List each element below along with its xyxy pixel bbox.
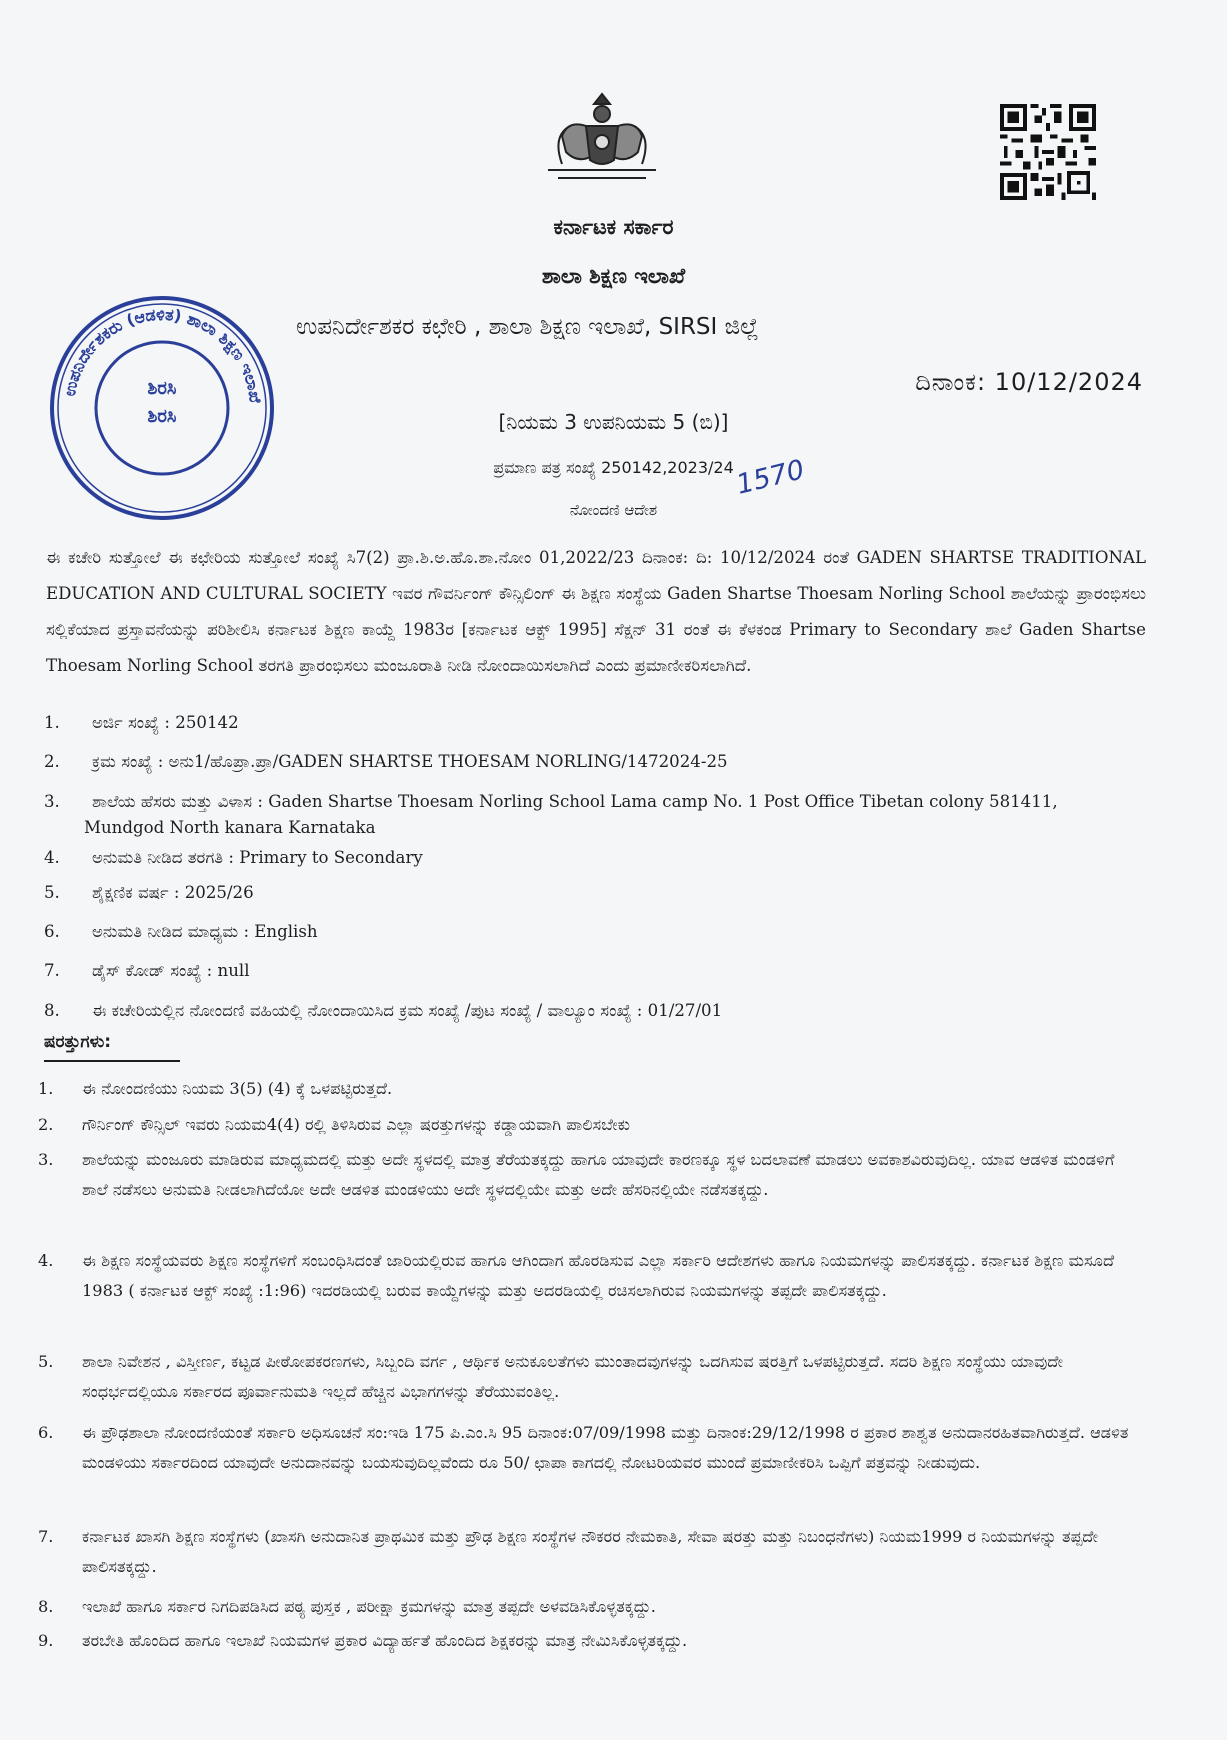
- detail-number: 2.: [44, 752, 60, 771]
- detail-item: [44, 845, 1144, 871]
- qr-code-icon: [1000, 104, 1096, 200]
- condition-text: ಈ ಪ್ರೌಢಶಾಲಾ ನೋಂದಣಿಯಂತೆ ಸರ್ಕಾರಿ ಅಧಿಸೂಚನೆ ಸಂ:ಇಡಿ 175 ಪಿ.ಎಂ.ಸಿ 95 ದಿನಾಂಕ:07/09/1998 ಮತ್ತು ದಿನಾಂಕ:29/12/1998 ರ ಪ್ರಕಾರ ಶಾಶ್ವತ ಅನುದಾನರಹಿತವಾಗಿರುತ್ತದೆ. ಆಡಳಿತ ಮಂಡಳಿಯು ಸರ್ಕಾರದಿಂದ ಯಾವುದೇ ಅನುದಾನವನ್ನು ಬಯಸುವುದಿಲ್ಲವೆಂದು ರೂ 50/ ಛಾಪಾ ಕಾಗದಲ್ಲಿ ನೋಟರಿಯವರ ಮುಂದೆ ಪ್ರಮಾಣೀಕರಿಸಿ ಒಪ್ಪಿಗೆ ಪತ್ರವನ್ನು ನೀಡುವುದು.: [82, 1423, 1129, 1472]
- rule-reference: [ನಿಯಮ 3 ಉಪನಿಯಮ 5 (ಬಿ)]: [498, 410, 729, 434]
- detail-item: [44, 880, 1144, 906]
- condition-number: 1.: [38, 1079, 54, 1098]
- condition-item: [38, 1418, 1138, 1478]
- detail-item: [44, 919, 1144, 945]
- conditions-heading: ಷರತ್ತುಗಳು:: [44, 1032, 112, 1052]
- condition-text: ಗೌರ್ನಿಂಗ್ ಕೌನ್ಸಿಲ್ ಇವರು ನಿಯಮ4(4) ರಲ್ಲಿ ತಿಳಿಸಿರುವ ಎಲ್ಲಾ ಷರತ್ತುಗಳನ್ನು ಕಡ್ಡಾಯವಾಗಿ ಪಾಲಿಸಬೇಕು: [82, 1115, 631, 1134]
- condition-item: [38, 1592, 1138, 1622]
- condition-number: 9.: [38, 1631, 54, 1650]
- department-title: ಶಾಲಾ ಶಿಕ್ಷಣ ಇಲಾಖೆ: [541, 264, 686, 288]
- detail-text-continuation: Mundgod North kanara Karnataka: [84, 818, 376, 837]
- detail-text: ಡೈಸ್ ಕೋಡ್ ಸಂಖ್ಯೆ : null: [92, 961, 250, 980]
- detail-number: 1.: [44, 713, 60, 732]
- svg-text:ಶಿರಸಿ: ಶಿರಸಿ: [147, 406, 177, 427]
- office-seal-stamp: [44, 290, 280, 526]
- condition-item: [38, 1074, 1138, 1104]
- condition-number: 6.: [38, 1423, 54, 1442]
- condition-number: 7.: [38, 1527, 54, 1546]
- condition-number: 8.: [38, 1597, 54, 1616]
- condition-text: ಕರ್ನಾಟಕ ಖಾಸಗಿ ಶಿಕ್ಷಣ ಸಂಸ್ಥೆಗಳು (ಖಾಸಗಿ ಅನುದಾನಿತ ಪ್ರಾಥಮಿಕ ಮತ್ತು ಪ್ರೌಢ ಶಿಕ್ಷಣ ಸಂಸ್ಥೆಗಳ ನೌಕರರ ನೇಮಕಾತಿ, ಸೇವಾ ಷರತ್ತು ಮತ್ತು ನಿಬಂಧನೆಗಳು) ನಿಯಮ1999 ರ ನಿಯಮಗಳನ್ನು ತಪ್ಪದೇ ಪಾಲಿಸತಕ್ಕದ್ದು.: [82, 1527, 1098, 1576]
- detail-text: ಶೈಕ್ಷಣಿಕ ವರ್ಷ : 2025/26: [92, 883, 254, 902]
- detail-number: 3.: [44, 792, 60, 811]
- condition-text: ಶಾಲೆಯನ್ನು ಮಂಜೂರು ಮಾಡಿರುವ ಮಾಧ್ಯಮದಲ್ಲಿ ಮತ್ತು ಅದೇ ಸ್ಥಳದಲ್ಲಿ ಮಾತ್ರ ತೆರೆಯತಕ್ಕದ್ದು ಹಾಗೂ ಯಾವುದೇ ಕಾರಣಕ್ಕೂ ಸ್ಥಳ ಬದಲಾವಣೆ ಮಾಡಲು ಅವಕಾಶವಿರುವುದಿಲ್ಲ. ಯಾವ ಆಡಳಿತ ಮಂಡಳಿಗೆ ಶಾಲೆ ನಡೆಸಲು ಅನುಮತಿ ನೀಡಲಾಗಿದೆಯೋ ಅದೇ ಆಡಳಿತ ಮಂಡಳಿಯು ಅದೇ ಸ್ಥಳದಲ್ಲಿಯೇ ಮತ್ತು ಅದೇ ಹೆಸರಿನಲ್ಲಿಯೇ ನಡೆಸತಕ್ಕದ್ದು.: [82, 1150, 1115, 1199]
- svg-text:ಶಿರಸಿ: ಶಿರಸಿ: [147, 378, 177, 399]
- detail-item: [44, 749, 1144, 775]
- detail-text: ಕ್ರಮ ಸಂಖ್ಯೆ : ಅನು1/ಹೊಪ್ರಾ.ಪ್ರಾ/GADEN SHARTSE THOESAM NORLING/1472024-25: [92, 752, 728, 771]
- detail-text: ಈ ಕಚೇರಿಯಲ್ಲಿನ ನೋಂದಣಿ ವಹಿಯಲ್ಲಿ ನೋಂದಾಯಿಸಿದ ಕ್ರಮ ಸಂಖ್ಯೆ /ಪುಟ ಸಂಖ್ಯೆ / ವಾಲ್ಯೂಂ ಸಂಖ್ಯೆ : 01/27/01: [92, 1001, 723, 1020]
- detail-number: 6.: [44, 922, 60, 941]
- condition-item: [38, 1246, 1138, 1306]
- detail-text: ಶಾಲೆಯ ಹೆಸರು ಮತ್ತು ವಿಳಾಸ : Gaden Shartse Thoesam Norling School Lama camp No. 1 Post Office Tibetan colony 581411,: [92, 792, 1058, 811]
- handwritten-number: 1570: [733, 454, 808, 501]
- condition-item: [38, 1110, 1138, 1140]
- detail-item: [44, 998, 1144, 1024]
- condition-number: 2.: [38, 1115, 54, 1134]
- detail-text: ಅನುಮತಿ ನೀಡಿದ ಮಾಧ್ಯಮ : English: [92, 922, 318, 941]
- condition-item: [38, 1522, 1138, 1582]
- conditions-heading-underline: [44, 1060, 180, 1062]
- detail-number: 7.: [44, 961, 60, 980]
- certificate-number: ಪ್ರಮಾಣ ಪತ್ರ ಸಂಖ್ಯೆ 250142,2023/24: [493, 458, 734, 477]
- condition-text: ಶಾಲಾ ನಿವೇಶನ , ವಿಸ್ತೀರ್ಣ, ಕಟ್ಟಡ ಪೀಠೋಪಕರಣಗಳು, ಸಿಬ್ಬಂದಿ ವರ್ಗ , ಆರ್ಥಿಕ ಅನುಕೂಲತೆಗಳು ಮುಂತಾದವುಗಳನ್ನು ಒದಗಿಸುವ ಷರತ್ತಿಗೆ ಒಳಪಟ್ಟಿರುತ್ತದೆ. ಸದರಿ ಶಿಕ್ಷಣ ಸಂಸ್ಥೆಯು ಯಾವುದೇ ಸಂಧರ್ಭದಲ್ಲಿಯೂ ಸರ್ಕಾರದ ಪೂರ್ವಾನುಮತಿ ಇಲ್ಲದೆ ಹೆಚ್ಚಿನ ವಿಭಾಗಗಳನ್ನು ತೆರೆಯುವಂತಿಲ್ಲ.: [82, 1352, 1064, 1401]
- detail-number: 4.: [44, 848, 60, 867]
- svg-text:ಉಪನಿರ್ದೇಶಕರು (ಆಡಳಿತ) ಶಾಲಾ ಶಿಕ್: ಉಪನಿರ್ದೇಶಕರು (ಆಡಳಿತ) ಶಾಲಾ ಶಿಕ್ಷಣ ಇಲಾಖೆ: [59, 304, 265, 404]
- detail-number: 5.: [44, 883, 60, 902]
- condition-item: [38, 1145, 1138, 1205]
- condition-text: ತರಬೇತಿ ಹೊಂದಿದ ಹಾಗೂ ಇಲಾಖೆ ನಿಯಮಗಳ ಪ್ರಕಾರ ವಿದ್ಯಾರ್ಹತೆ ಹೊಂದಿದ ಶಿಕ್ಷಕರನ್ನು ಮಾತ್ರ ನೇಮಿಸಿಕೊಳ್ಳತಕ್ಕದ್ದು.: [82, 1631, 688, 1650]
- order-body-paragraph: ಈ ಕಚೇರಿ ಸುತ್ತೋಲೆ ಈ ಕಛೇರಿಯ ಸುತ್ತೋಲೆ ಸಂಖ್ಯೆ ಸಿ7(2) ಪ್ರಾ.ಶಿ.ಅ.ಹೊ.ಶಾ.ನೋಂ 01,2022/23 ದಿನಾಂಕ: ದಿ: 10/12/2024 ರಂತೆ GADEN SHARTSE TRADITIONAL EDUCATION AND CULTURAL SOCIETY ಇವರ ಗೌವರ್ನಿಂಗ್ ಕೌನ್ಸಿಲಿಂಗ್ ಈ ಶಿಕ್ಷಣ ಸಂಸ್ಥೆಯ Gaden Shartse Thoesam Norling School ಶಾಲೆಯನ್ನು ಪ್ರಾರಂಭಿಸಲು ಸಲ್ಲಿಕೆಯಾದ ಪ್ರಸ್ತಾವನೆಯನ್ನು ಪರಿಶೀಲಿಸಿ ಕರ್ನಾಟಕ ಶಿಕ್ಷಣ ಕಾಯ್ದೆ 1983ರ [ಕರ್ನಾಟಕ ಆಕ್ಟ್ 1995] ಸೆಕ್ಷನ್ 31 ರಂತೆ ಈ ಕೆಳಕಂಡ Primary to Secondary ಶಾಲೆ Gaden Shartse Thoesam Norling School ತರಗತಿ ಪ್ರಾರಂಭಿಸಲು ಮಂಜೂರಾತಿ ನೀಡಿ ನೋಂದಾಯಿಸಲಾಗಿದೆ ಎಂದು ಪ್ರಮಾಣೀಕರಿಸಲಾಗಿದೆ.: [46, 548, 1146, 675]
- detail-number: 8.: [44, 1001, 60, 1020]
- detail-text: ಅರ್ಜಿ ಸಂಖ್ಯೆ : 250142: [92, 713, 239, 732]
- order-title: ನೋಂದಣಿ ಆದೇಶ: [569, 501, 658, 519]
- condition-number: 4.: [38, 1251, 54, 1270]
- office-title: ಉಪನಿರ್ದೇಶಕರ ಕಛೇರಿ , ಶಾಲಾ ಶಿಕ್ಷಣ ಇಲಾಖೆ, SIRSI ಜಿಲ್ಲೆ: [296, 314, 759, 340]
- condition-item: [38, 1347, 1138, 1407]
- condition-item: [38, 1626, 1138, 1656]
- condition-text: ಈ ನೋಂದಣಿಯು ನಿಯಮ 3(5) (4) ಕ್ಕೆ ಒಳಪಟ್ಟಿರುತ್ತದೆ.: [82, 1079, 393, 1098]
- condition-number: 5.: [38, 1352, 54, 1371]
- government-title: ಕರ್ನಾಟಕ ಸರ್ಕಾರ: [553, 215, 674, 239]
- detail-text: ಅನುಮತಿ ನೀಡಿದ ತರಗತಿ : Primary to Secondary: [92, 848, 423, 867]
- state-emblem-icon: [540, 86, 664, 186]
- condition-number: 3.: [38, 1150, 54, 1169]
- condition-text: ಈ ಶಿಕ್ಷಣ ಸಂಸ್ಥೆಯವರು ಶಿಕ್ಷಣ ಸಂಸ್ಥೆಗಳಿಗೆ ಸಂಬಂಧಿಸಿದಂತೆ ಜಾರಿಯಲ್ಲಿರುವ ಹಾಗೂ ಆಗಿಂದಾಗ ಹೊರಡಿಸುವ ಎಲ್ಲಾ ಸರ್ಕಾರಿ ಆದೇಶಗಳು ಹಾಗೂ ನಿಯಮಗಳನ್ನು ಪಾಲಿಸತಕ್ಕದ್ದು. ಕರ್ನಾಟಕ ಶಿಕ್ಷಣ ಮಸೂದೆ 1983 ( ಕರ್ನಾಟಕ ಆಕ್ಟ್ ಸಂಖ್ಯೆ :1:96) ಇದರಡಿಯಲ್ಲಿ ಬರುವ ಕಾಯ್ದೆಗಳನ್ನು ಮತ್ತು ಅದರಡಿಯಲ್ಲಿ ರಚಿಸಲಾಗಿರುವ ನಿಯಮಗಳನ್ನು ತಪ್ಪದೇ ಪಾಲಿಸತಕ್ಕದ್ದು.: [82, 1251, 1115, 1300]
- detail-item: [44, 789, 1144, 841]
- order-date: ದಿನಾಂಕ: 10/12/2024: [915, 368, 1143, 396]
- condition-text: ಇಲಾಖೆ ಹಾಗೂ ಸರ್ಕಾರ ನಿಗದಿಪಡಿಸಿದ ಪಠ್ಯ ಪುಸ್ತಕ , ಪರೀಕ್ಷಾ ಕ್ರಮಗಳನ್ನು ಮಾತ್ರ ತಪ್ಪದೇ ಅಳವಡಿಸಿಕೊಳ್ಳತಕ್ಕದ್ದು.: [82, 1597, 656, 1616]
- detail-item: [44, 710, 1144, 736]
- detail-item: [44, 958, 1144, 984]
